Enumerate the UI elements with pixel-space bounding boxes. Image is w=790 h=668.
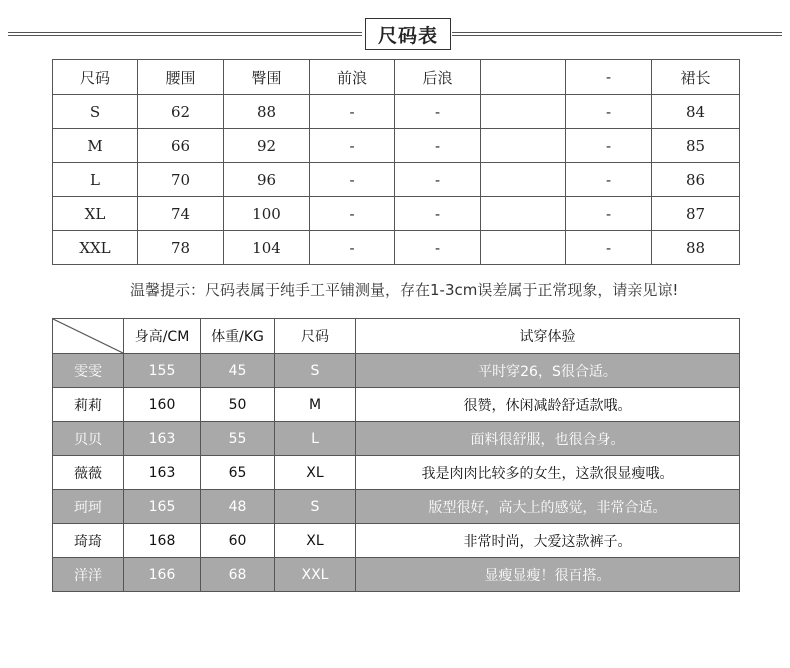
size-cell: 87 bbox=[652, 197, 740, 231]
size-table-row bbox=[53, 95, 740, 129]
size-header-cell: 尺码 bbox=[53, 60, 138, 95]
size-table-row bbox=[53, 129, 740, 163]
size-cell: 78 bbox=[138, 231, 224, 265]
try-table-row bbox=[53, 388, 740, 422]
size-cell: - bbox=[395, 231, 481, 265]
size-cell: - bbox=[566, 163, 652, 197]
try-table-row bbox=[53, 456, 740, 490]
size-cell: S bbox=[53, 95, 138, 129]
size-cell: - bbox=[395, 163, 481, 197]
try-cell: 50 bbox=[201, 388, 275, 422]
size-cell: - bbox=[566, 95, 652, 129]
try-cell: L bbox=[275, 422, 356, 456]
size-table-row bbox=[53, 197, 740, 231]
try-header-cell: 试穿体验 bbox=[356, 319, 740, 354]
try-cell: XL bbox=[275, 524, 356, 558]
size-cell: XXL bbox=[53, 231, 138, 265]
size-cell bbox=[481, 95, 566, 129]
title-rule-left bbox=[8, 32, 362, 36]
size-cell: - bbox=[310, 95, 395, 129]
try-cell: 48 bbox=[201, 490, 275, 524]
try-cell: XL bbox=[275, 456, 356, 490]
size-cell: 62 bbox=[138, 95, 224, 129]
size-cell: 66 bbox=[138, 129, 224, 163]
model-name-cell: 琦琦 bbox=[53, 524, 124, 558]
model-name-cell: 莉莉 bbox=[53, 388, 124, 422]
size-cell: 85 bbox=[652, 129, 740, 163]
size-cell: 88 bbox=[224, 95, 310, 129]
size-cell: 88 bbox=[652, 231, 740, 265]
size-cell: 70 bbox=[138, 163, 224, 197]
try-header-cell: 身高/CM bbox=[124, 319, 201, 354]
size-cell bbox=[481, 197, 566, 231]
model-name-cell: 贝贝 bbox=[53, 422, 124, 456]
try-cell: 65 bbox=[201, 456, 275, 490]
try-cell: 166 bbox=[124, 558, 201, 592]
size-header-cell: 臀围 bbox=[224, 60, 310, 95]
try-cell: 68 bbox=[201, 558, 275, 592]
size-header-cell: 裙长 bbox=[652, 60, 740, 95]
size-cell: - bbox=[566, 197, 652, 231]
try-table-row bbox=[53, 422, 740, 456]
diagonal-line bbox=[53, 319, 123, 353]
size-cell: M bbox=[53, 129, 138, 163]
size-header-cell: 腰围 bbox=[138, 60, 224, 95]
size-cell: 84 bbox=[652, 95, 740, 129]
review-cell: 显瘦显瘦！很百搭。 bbox=[356, 558, 740, 592]
size-cell: - bbox=[310, 231, 395, 265]
size-cell bbox=[481, 129, 566, 163]
try-cell: 60 bbox=[201, 524, 275, 558]
try-cell: 165 bbox=[124, 490, 201, 524]
size-notice: 温馨提示：尺码表属于纯手工平铺测量，存在1-3cm误差属于正常现象，请亲见谅! bbox=[130, 281, 679, 299]
try-cell: 155 bbox=[124, 354, 201, 388]
model-name-cell: 薇薇 bbox=[53, 456, 124, 490]
model-name-cell: 雯雯 bbox=[53, 354, 124, 388]
size-cell: - bbox=[310, 129, 395, 163]
size-cell: 96 bbox=[224, 163, 310, 197]
size-cell: XL bbox=[53, 197, 138, 231]
size-cell: - bbox=[310, 163, 395, 197]
size-table-row bbox=[53, 163, 740, 197]
title-banner bbox=[8, 18, 782, 52]
size-cell: 104 bbox=[224, 231, 310, 265]
review-cell: 很赞，休闲减龄舒适款哦。 bbox=[356, 388, 740, 422]
size-cell: - bbox=[566, 129, 652, 163]
size-cell: 92 bbox=[224, 129, 310, 163]
review-cell: 版型很好，高大上的感觉，非常合适。 bbox=[356, 490, 740, 524]
try-cell: M bbox=[275, 388, 356, 422]
size-cell: - bbox=[395, 95, 481, 129]
try-cell: 55 bbox=[201, 422, 275, 456]
try-table-row bbox=[53, 490, 740, 524]
model-name-cell: 珂珂 bbox=[53, 490, 124, 524]
try-header-cell: 尺码 bbox=[275, 319, 356, 354]
size-cell: - bbox=[395, 129, 481, 163]
diagonal-header-cell bbox=[53, 319, 124, 354]
try-cell: XXL bbox=[275, 558, 356, 592]
title-rule-right bbox=[452, 32, 782, 36]
size-table bbox=[52, 59, 740, 265]
size-cell: - bbox=[395, 197, 481, 231]
try-cell: 163 bbox=[124, 422, 201, 456]
try-cell: 163 bbox=[124, 456, 201, 490]
size-header-cell bbox=[481, 60, 566, 95]
review-cell: 非常时尚，大爱这款裤子。 bbox=[356, 524, 740, 558]
try-cell: S bbox=[275, 354, 356, 388]
size-cell: 74 bbox=[138, 197, 224, 231]
try-cell: 160 bbox=[124, 388, 201, 422]
size-header-cell: 后浪 bbox=[395, 60, 481, 95]
model-name-cell: 洋洋 bbox=[53, 558, 124, 592]
try-on-table bbox=[52, 318, 740, 592]
try-table-header bbox=[53, 319, 740, 354]
size-table-header bbox=[53, 60, 740, 95]
try-cell: S bbox=[275, 490, 356, 524]
size-cell: 100 bbox=[224, 197, 310, 231]
size-header-cell: 前浪 bbox=[310, 60, 395, 95]
try-table-row bbox=[53, 558, 740, 592]
review-cell: 我是肉肉比较多的女生，这款很显瘦哦。 bbox=[356, 456, 740, 490]
size-header-cell: - bbox=[566, 60, 652, 95]
try-table-row bbox=[53, 354, 740, 388]
size-cell bbox=[481, 163, 566, 197]
size-cell: - bbox=[566, 231, 652, 265]
size-cell: 86 bbox=[652, 163, 740, 197]
page-title: 尺码表 bbox=[365, 18, 451, 50]
review-cell: 平时穿26，S很合适。 bbox=[356, 354, 740, 388]
try-cell: 168 bbox=[124, 524, 201, 558]
size-table-row bbox=[53, 231, 740, 265]
review-cell: 面料很舒服，也很合身。 bbox=[356, 422, 740, 456]
try-table-row bbox=[53, 524, 740, 558]
size-cell: L bbox=[53, 163, 138, 197]
size-cell bbox=[481, 231, 566, 265]
size-cell: - bbox=[310, 197, 395, 231]
try-header-cell: 体重/KG bbox=[201, 319, 275, 354]
try-cell: 45 bbox=[201, 354, 275, 388]
